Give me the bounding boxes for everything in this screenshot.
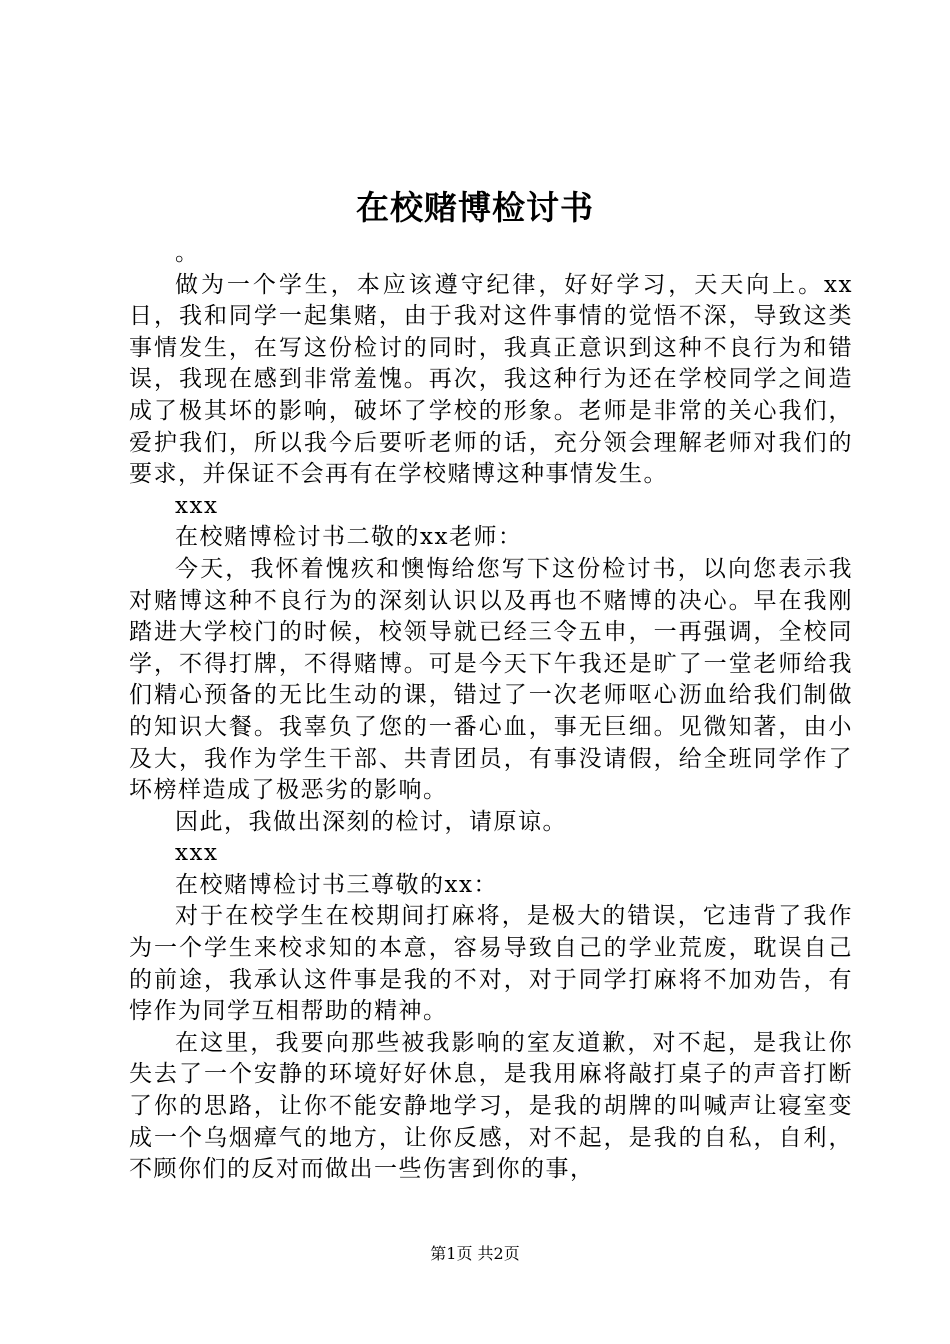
paragraph-first-letter: 做为一个学生，本应该遵守纪律，好好学习，天天向上。xx日，我和同学一起集赌，由于我对这件事情的觉悟不深，导致这类事情发生，在写这份检讨的同时，我真正意识到这种不良行为和错误，我现在感到非常羞愧。再次，我这种行为还在学校同学之间造成了极其坏的影响，破坏了学校的形象。老师是非常的关心我们，爱护我们，所以我今后要听老师的话，充分领会理解老师对我们的要求，并保证不会再有在学校赌博这种事情发生。 <box>129 271 853 488</box>
paragraph-apology: 在这里，我要向那些被我影响的室友道歉，对不起，是我让你失去了一个安静的环境好好休息，是我用麻将敲打桌子的声音打断了你的思路，让你不能安静地学习，是我的胡牌的叫喊声让寝室变成一个乌烟瘴气的地方，让你反感，对不起，是我的自私，自利，不顾你们的反对而做出一些伤害到你的事， <box>129 1029 853 1183</box>
document-title: 在校赌博检讨书 <box>356 188 594 227</box>
paragraph-second-letter: 今天，我怀着愧疚和懊悔给您写下这份检讨书，以向您表示我对赌博这种不良行为的深刻认识以及再也不赌博的决心。早在我刚踏进大学校门的时候，校领导就已经三令五申，一再强调，全校同学，不得打牌，不得赌博。可是今天下午我还是旷了一堂老师给我们精心预备的无比生动的课，错过了一次老师呕心沥血给我们制做的知识大餐。我辜负了您的一番心血，事无巨细。见微知著，由小及大，我作为学生干部、共青团员，有事没请假，给全班同学作了坏榜样造成了极恶劣的影响。 <box>129 555 853 804</box>
page-number-footer: 第1页 共2页 <box>430 1244 520 1263</box>
paragraph-opening-mark: 。 <box>175 240 200 266</box>
heading-third-letter: 在校赌博检讨书三尊敬的xx： <box>175 871 498 898</box>
paragraph-third-letter: 对于在校学生在校期间打麻将，是极大的错误，它违背了我作为一个学生来校求知的本意，容易导致自己的学业荒废，耽误自己的前途，我承认这件事是我的不对，对于同学打麻将不加劝告，有悖作为同学互相帮助的精神。 <box>129 903 853 1025</box>
signature-first: xxx <box>175 492 219 519</box>
document-body <box>129 238 853 1186</box>
paragraph-second-closing: 因此，我做出深刻的检讨，请原谅。 <box>175 808 567 835</box>
heading-second-letter: 在校赌博检讨书二敬的xx老师： <box>175 524 523 551</box>
signature-second: xxx <box>175 840 219 867</box>
